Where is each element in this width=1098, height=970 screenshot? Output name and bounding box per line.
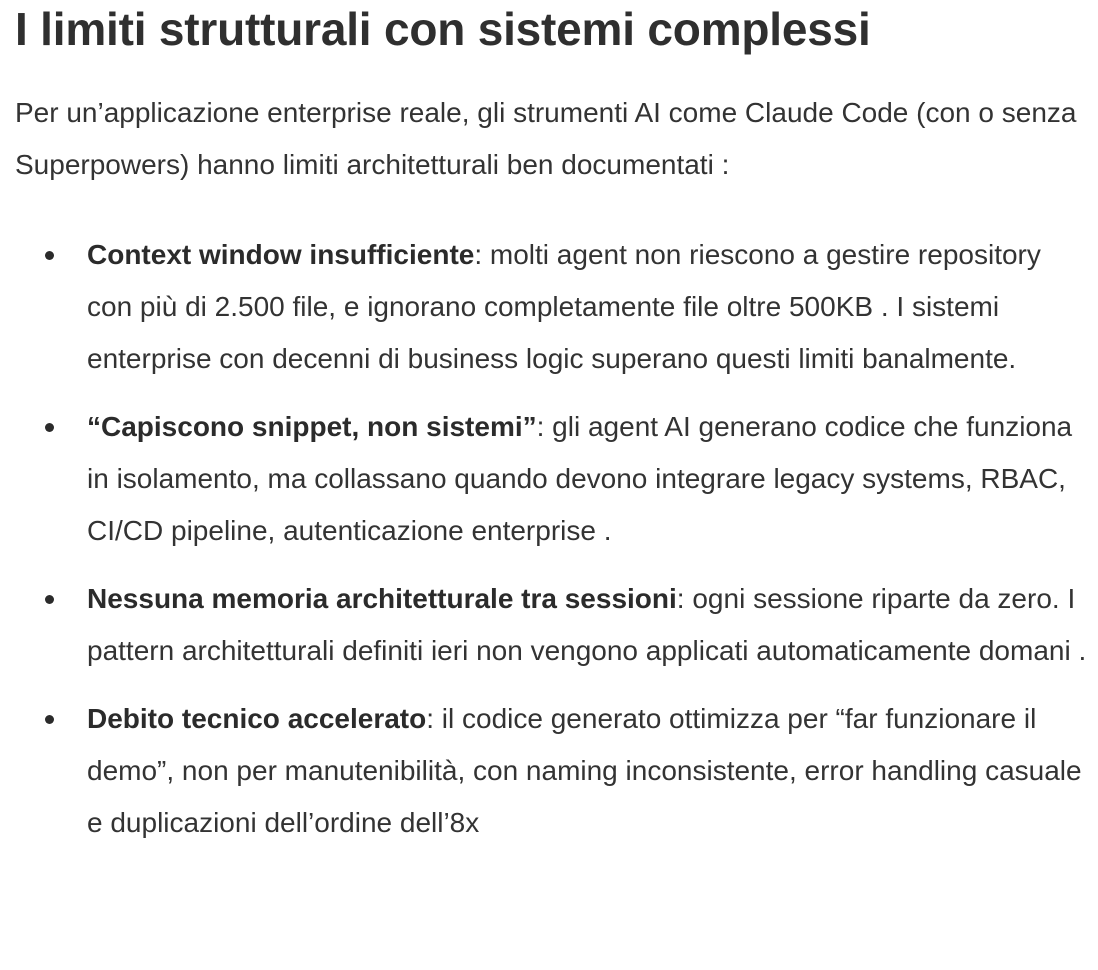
- page-title: I limiti strutturali con sistemi complessi: [15, 3, 871, 55]
- bullet-icon: [45, 251, 54, 260]
- bullet-term: Debito tecnico accelerato: [87, 703, 427, 734]
- bullet-icon: [45, 423, 54, 432]
- bullet-term: “Capiscono snippet, non sistemi”: [87, 411, 537, 442]
- bullet-term: Context window insufficiente: [87, 239, 475, 270]
- bullet-text: : ogni sessione riparte da zero. I pattern architetturali definiti ieri non vengono applicati automaticamente domani .: [87, 583, 1087, 666]
- bullet-text: : molti agent non riescono a gestire repository con più di 2.500 file, e ignorano completamente file oltre 500KB . I sistemi enterprise con decenni di business logic superano questi limiti banalmente.: [87, 239, 1041, 374]
- intro-paragraph: Per un’applicazione enterprise reale, gli strumenti AI come Claude Code (con o senza Superpowers) hanno limiti architetturali ben documentati :: [15, 97, 1077, 180]
- bullet-icon: [45, 595, 54, 604]
- bullet-list: [15, 229, 1090, 865]
- bullet-term: Nessuna memoria architetturale tra sessioni: [87, 583, 677, 614]
- bullet-icon: [45, 715, 54, 724]
- list-item: [15, 401, 1090, 557]
- bullet-text: : gli agent AI generano codice che funziona in isolamento, ma collassano quando devono integrare legacy systems, RBAC, CI/CD pipeline, autenticazione enterprise .: [87, 411, 1073, 546]
- list-item: [15, 693, 1090, 849]
- bullet-text: : il codice generato ottimizza per “far funzionare il demo”, non per manutenibilità, con naming inconsistente, error handling casuale e duplicazioni dell’ordine dell’8x: [87, 703, 1082, 838]
- list-item: [15, 229, 1090, 385]
- list-item: [15, 573, 1090, 677]
